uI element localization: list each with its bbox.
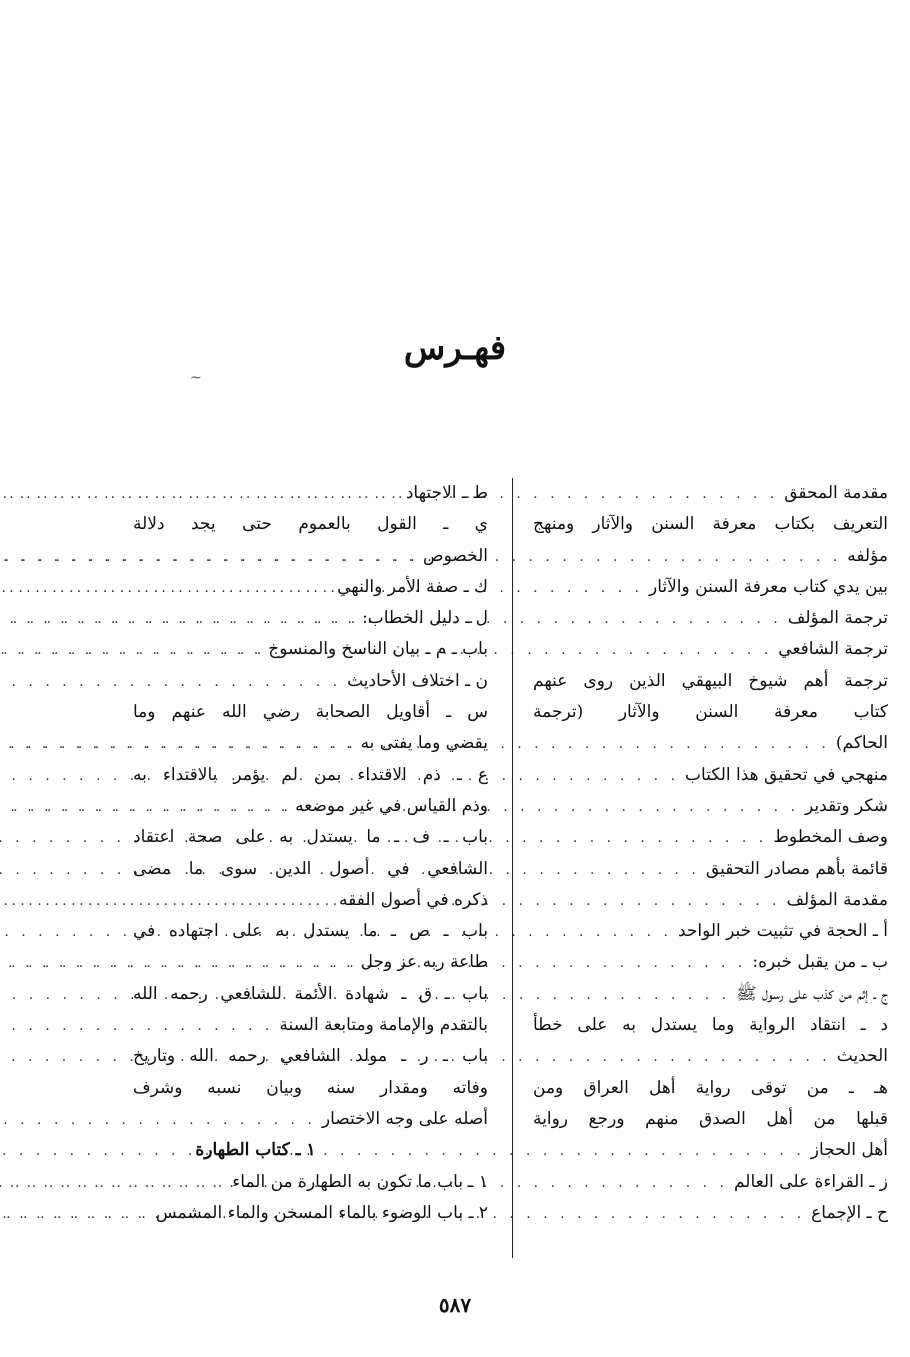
toc-entry (533, 1135, 888, 1166)
toc-entry-title: ترجمة الشافعي (778, 639, 888, 660)
toc-section-heading (133, 1135, 488, 1166)
toc-entry (133, 478, 488, 509)
toc-entry-title: ع ـ ذم الاقتداء بمن لم يؤمر بالاقتداء به (133, 764, 488, 785)
toc-entry-title: باب ـ ص ـ ما يستدل به على اجتهاده في (133, 921, 488, 942)
toc-entry-title: ١ ـ باب ما تكون به الطهارة من الماء (232, 1171, 488, 1192)
toc-entry (133, 1167, 488, 1198)
toc-entry (133, 916, 488, 947)
dot-leader (0, 667, 341, 698)
toc-entry (133, 822, 488, 853)
ink-speck: ~ (190, 370, 202, 386)
toc-entry-title: كتاب معرفة السنن والآثار (ترجمة (533, 702, 888, 723)
toc-entry (533, 697, 888, 728)
toc-entry-title: أ ـ الحجة في تثبيت خبر الواحد (677, 921, 888, 942)
toc-entry (133, 760, 488, 791)
toc-entry-title: باب ـ ق ـ شهادة الأئمة للشافعي رحمه الله (133, 983, 488, 1004)
toc-entry (133, 1041, 488, 1072)
toc-entry (133, 728, 488, 759)
toc-entry-title: ط ـ الاجتهاد (405, 483, 488, 503)
toc-entry (133, 791, 488, 822)
toc-entry (533, 1104, 888, 1135)
dot-leader (0, 542, 417, 573)
toc-entry-title: طاعة ربه عز وجل (360, 952, 488, 973)
toc-entry (533, 1167, 888, 1198)
dot-leader (0, 479, 400, 510)
toc-entry (533, 822, 888, 853)
toc-entry (533, 760, 888, 791)
dot-leader (0, 886, 333, 917)
dot-leader (0, 792, 289, 823)
toc-entry (133, 1104, 488, 1135)
toc-entry-title: الحاكم) (835, 733, 888, 754)
toc-entry (133, 1198, 488, 1229)
toc-entry-title: مقدمة المحقق (784, 483, 888, 503)
toc-entry-title: هـ ـ من توقى رواية أهل العراق ومن (533, 1077, 888, 1098)
toc-column-left (133, 478, 488, 1229)
dot-leader (0, 1199, 150, 1230)
column-divider (512, 478, 513, 1258)
toc-entry-title: منهجي في تحقيق هذا الكتاب (685, 764, 888, 785)
toc-entry-title: وذم القياس في غير موضعه (295, 795, 488, 816)
toc-entry (133, 572, 488, 603)
toc-entry-title: ي ـ القول بالعموم حتى يجد دلالة (133, 514, 488, 535)
dot-leader (0, 604, 356, 635)
toc-entry-title: ذكره في أصول الفقه (339, 889, 488, 910)
toc-entry (533, 947, 888, 978)
toc-entry-title: شكر وتقدير (805, 795, 888, 816)
dot-leader (0, 1011, 273, 1042)
toc-entry-title: ك ـ صفة الأمر والنهي (337, 576, 488, 597)
toc-entry-title: ٢ ـ باب الوضوء بالماء المسخن والماء المشمس (155, 1202, 488, 1223)
toc-entry (533, 1010, 888, 1041)
toc-entry (533, 603, 888, 634)
toc-entry-title: بالتقدم والإمامة ومتابعة السنة (279, 1015, 488, 1036)
page-number: ٥٨٧ (438, 1293, 472, 1317)
dot-leader (0, 573, 331, 604)
toc-entry (133, 666, 488, 697)
toc-column-right (533, 478, 888, 1229)
toc-entry (133, 509, 488, 540)
toc-entry-title: الخصوص (423, 545, 488, 566)
toc-entry (133, 1073, 488, 1104)
dot-leader (0, 1105, 316, 1136)
toc-entry (533, 979, 888, 1010)
toc-entry (533, 1041, 888, 1072)
toc-entry-title: وفاته ومقدار سنه وبيان نسبه وشرف (133, 1077, 488, 1098)
toc-entry-title: وصف المخطوط (773, 827, 888, 848)
toc-entry (533, 1073, 888, 1104)
toc-entry (133, 854, 488, 885)
toc-entry-title: ز ـ القراءة على العالم (733, 1171, 888, 1192)
page-title: فهـرس (403, 328, 507, 368)
toc-entry-title: ١ ـ كتاب الطهارة (195, 1140, 316, 1161)
toc-entry-title: مؤلفه (847, 545, 888, 566)
toc-entry (133, 697, 488, 728)
toc-entry (533, 728, 888, 759)
toc-entry-title: مقدمة المؤلف (786, 889, 888, 910)
toc-entry-title: التعريف بكتاب معرفة السنن والآثار ومنهج (533, 514, 888, 535)
toc-entry-title: س ـ أقاويل الصحابة رضي الله عنهم وما (133, 702, 488, 723)
toc-entry (533, 572, 888, 603)
toc-entry-title: ج ـ إثم من كذب على رسول ﷺ (736, 983, 888, 1004)
toc-entry-title: باب ـ ر ـ مولد الشافعي رحمه الله وتاريخ (133, 1046, 488, 1067)
toc-entry (533, 916, 888, 947)
toc-entry-title: باب ـ م ـ بيان الناسخ والمنسوخ (268, 639, 488, 660)
toc-entry (133, 634, 488, 665)
toc-entry-title: أصله على وجه الاختصار (321, 1108, 488, 1129)
toc-entry-title: ح ـ الإجماع (811, 1202, 888, 1223)
toc-entry (533, 854, 888, 885)
toc-entry (533, 885, 888, 916)
dot-leader (0, 1168, 226, 1199)
toc-entry (133, 885, 488, 916)
dot-leader (0, 635, 262, 666)
toc-entry (533, 666, 888, 697)
toc-entry-title: الحديث (836, 1046, 888, 1067)
toc-entry (533, 791, 888, 822)
dot-leader (0, 729, 355, 760)
toc-entry-title: ترجمة أهم شيوخ البيهقي الذين روى عنهم (533, 670, 888, 691)
toc-entry-title: الشافعي في أصول الدين سوى ما مضى (133, 858, 488, 879)
toc-entry-title: بين يدي كتاب معرفة السنن والآثار (648, 576, 888, 597)
toc-entry-title: ترجمة المؤلف (787, 608, 888, 629)
toc-entry (533, 1198, 888, 1229)
toc-entry-title: ن ـ اختلاف الأحاديث (347, 670, 488, 691)
toc-entry (133, 1010, 488, 1041)
toc-entry-title: قبلها من أهل الصدق منهم ورجع رواية (533, 1108, 888, 1129)
toc-entry-title: يقضي وما يفتى به (360, 733, 488, 754)
toc-entry (133, 979, 488, 1010)
toc-entry-title: ب ـ من يقبل خبره: (752, 952, 888, 973)
toc-entry (533, 634, 888, 665)
toc-entry-title: ل ـ دليل الخطاب: (361, 608, 488, 629)
toc-entry (533, 509, 888, 540)
toc-entry (533, 541, 888, 572)
toc-entry-title: قائمة بأهم مصادر التحقيق (705, 858, 888, 879)
toc-entry-title: د ـ انتقاد الرواية وما يستدل به على خطأ (533, 1015, 888, 1036)
toc-entry (133, 603, 488, 634)
toc-entry (133, 541, 488, 572)
toc-entry-title: أهل الحجاز (810, 1140, 888, 1161)
toc-entry-title: باب ـ ف ـ ما يستدل به على صحة اعتقاد (133, 827, 488, 848)
dot-leader (0, 948, 355, 979)
toc-entry (533, 478, 888, 509)
toc-entry (133, 947, 488, 978)
